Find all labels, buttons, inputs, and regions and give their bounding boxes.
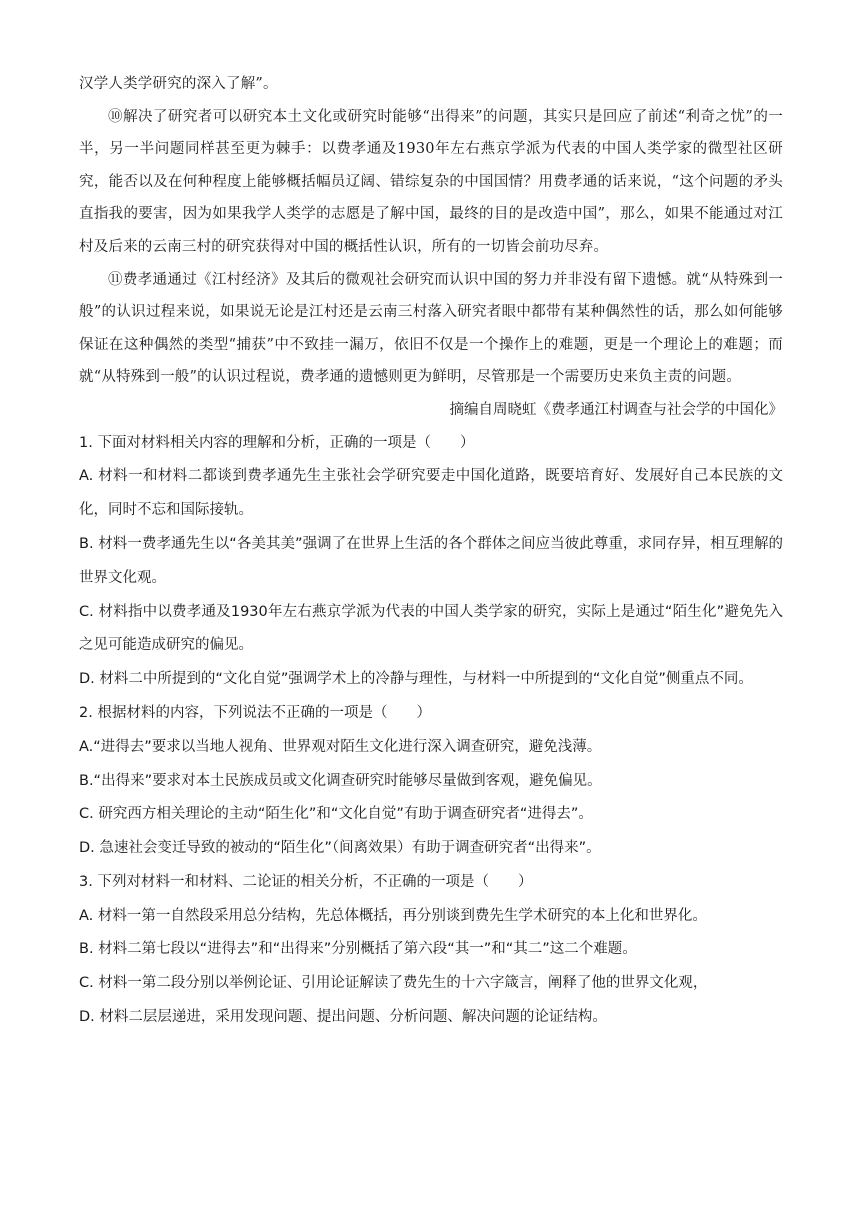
question-stem: 1. 下面对材料相关内容的理解和分析，正确的一项是（ ）	[79, 434, 475, 451]
source-citation: 摘编自周晓虹《费孝通江村调查与社会学的中国化》	[449, 401, 783, 418]
question-2	[79, 697, 783, 866]
option-c: C. 材料指中以费孝通及1930年左右燕京学派为代表的中国人类学家的研究，实际上是通过“陌生化”避免先入之见可能造成研究的偏见。	[79, 603, 783, 654]
option-b: B. 材料一费孝通先生以“各美其美”强调了在世界上生活的各个群体之间应当彼此尊重，求同存异，相互理解的世界文化观。	[79, 535, 783, 586]
option-c: C. 研究西方相关理论的主动“陌生化”和“文化自觉”有助于调查研究者“进得去”。	[79, 806, 593, 823]
paragraph-11: ⑪费孝通通过《江村经济》及其后的微观社会研究而认识中国的努力并非没有留下遗憾。就“从特殊到一般”的认识过程来说，如果说无论是江村还是云南三村落入研究者眼中都带有某种偶然性的话，那么如何能够保证在这种偶然的类型“捕获”中不致挂一漏万，依旧不仅是一个操作上的难题，更是一个理论上的难题；而就“从特殊到一般”的认识过程说，费孝通的遗憾则更为鲜明，尽管那是一个需要历史来负主责的问题。	[79, 271, 783, 386]
option-a: A. 材料一和材料二都谈到费孝通先生主张社会学研究要走中国化道路，既要培育好、发展好自己本民族的文化，同时不忘和国际接轨。	[79, 468, 783, 519]
question-stem: 3. 下列对材料一和材料、二论证的相关分析，不正确的一项是（ ）	[79, 873, 533, 890]
paragraph-10: ⑩解决了研究者可以研究本土文化或研究时能够“出得来”的问题，其实只是回应了前述“利奇之忧”的一半，另一半问题同样甚至更为棘手：以费孝通及1930年左右燕京学派为代表的中国人类学家的微型社区研究，能否以及在何种程度上能够概括幅员辽阔、错综复杂的中国国情？用费孝通的话来说，“这个问题的矛头直指我的要害，因为如果我学人类学的志愿是了解中国，最终的目的是改造中国”，那么，如果不能通过对江村及后来的云南三村的研究获得对中国的概括性认识，所有的一切皆会前功尽弃。	[79, 108, 783, 255]
option-c: C. 材料一第二段分别以举例论证、引用论证解读了费先生的十六字箴言，阐释了他的世界文化观，	[79, 975, 708, 992]
option-d: D. 材料二中所提到的“文化自觉”强调学术上的冷静与理性，与材料一中所提到的“文化自觉”侧重点不同。	[79, 671, 753, 688]
option-a: A. 材料一第一自然段采用总分结构，先总体概括，再分别谈到费先生学术研究的本上化和世界化。	[79, 907, 707, 924]
option-d: D. 急速社会变迁导致的被动的“陌生化”（间离效果）有助于调查研究者“出得来”。	[79, 840, 601, 857]
passage	[79, 68, 783, 394]
question-1	[79, 427, 783, 697]
option-b: B.“出得来”要求对本土民族成员或文化调查研究时能够尽量做到客观，避免偏见。	[79, 772, 602, 789]
option-d: D. 材料二层层递进，采用发现问题、提出问题、分析问题、解决问题的论证结构。	[79, 1009, 607, 1026]
question-list	[79, 427, 783, 1035]
question-stem: 2. 根据材料的内容，下列说法不正确的一项是（ ）	[79, 704, 431, 721]
paragraph-continued: 汉学人类学研究的深入了解”。	[79, 76, 278, 92]
question-3	[79, 866, 783, 1035]
option-b: B. 材料二第七段以“进得去”和“出得来”分别概括了第六段“其一”和“其二”这二个难题。	[79, 941, 637, 958]
option-a: A.“进得去”要求以当地人视角、世界观对陌生文化进行深入调查研究，避免浅薄。	[79, 738, 602, 755]
document-page	[79, 68, 783, 1035]
